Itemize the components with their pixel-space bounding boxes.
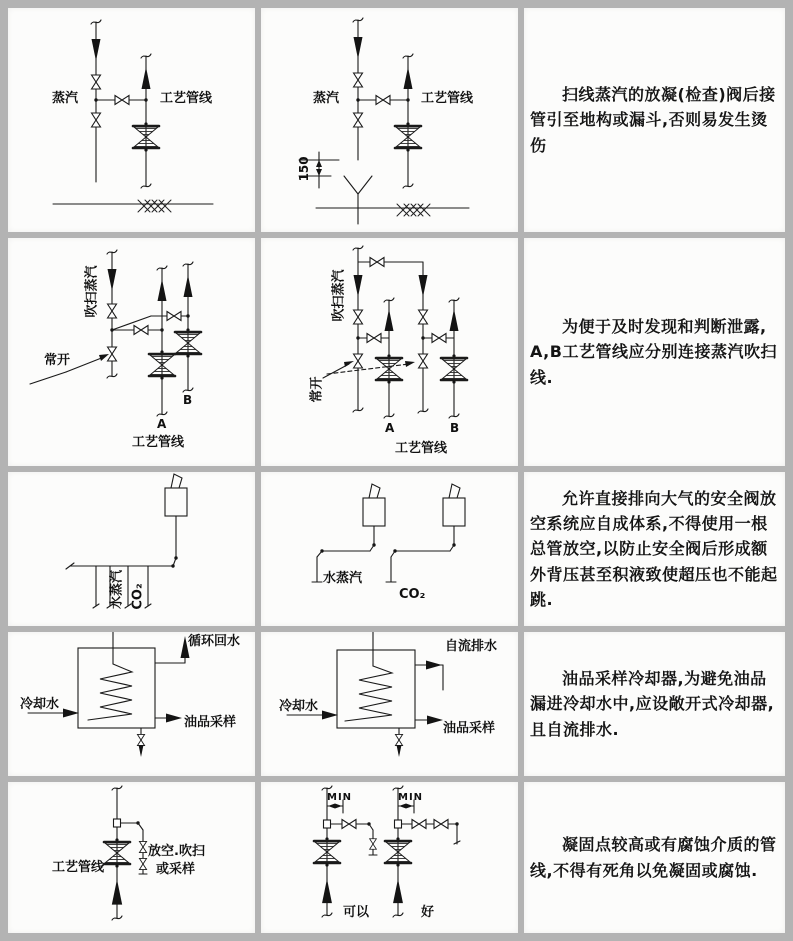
diagram-cell-r5c1 — [8, 782, 255, 933]
note-cell-1 — [524, 8, 785, 232]
diagram-cell-r2c1 — [8, 238, 255, 466]
ab-lines-purge-drawing — [8, 238, 255, 466]
good-label: 好 — [421, 905, 435, 920]
steam-water-label: 水蒸汽 — [323, 571, 363, 586]
steam-purge-to-funnel-drawing — [261, 8, 518, 232]
co2-label: CO₂ — [130, 583, 146, 610]
note-text: 为便于及时发现和判断泄露,A,B工艺管线应分别连接蒸汽吹扫线. — [530, 317, 777, 387]
process-line-label: 工艺管线 — [160, 91, 213, 106]
process-line-label: 工艺管线 — [421, 91, 474, 106]
return-water-label: 循环回水 — [188, 634, 241, 649]
diagram-cell-r5c2 — [261, 782, 518, 933]
normally-open-label: 常开 — [309, 376, 325, 403]
co2-label: CO₂ — [399, 587, 426, 602]
oil-sample-label: 油品采样 — [184, 715, 237, 730]
note-cell-2 — [524, 238, 785, 466]
note-text: 扫线蒸汽的放凝(检查)阀后接管引至地构或漏斗,否则易发生烫伤 — [530, 85, 776, 155]
purge-steam-label: 吹扫蒸汽 — [84, 265, 100, 318]
line-a-label: A — [157, 417, 167, 431]
vent-purge-label: 放空.吹扫 — [148, 844, 205, 859]
note-text: 凝固点较高或有腐蚀介质的管线,不得有死角以免凝固或腐蚀. — [530, 835, 777, 880]
or-sample-label: 或采样 — [156, 862, 196, 877]
normally-open-label: 常开 — [44, 353, 71, 368]
diagram-cell-r1c2 — [261, 8, 518, 232]
diagram-cell-r3c2 — [261, 472, 518, 626]
steam-label: 蒸汽 — [52, 91, 79, 106]
oil-sample-label: 油品采样 — [443, 721, 496, 736]
line-a-label: A — [385, 421, 395, 435]
separate-vent-stacks-drawing — [261, 472, 518, 626]
steam-purge-to-ground-drawing — [8, 8, 255, 232]
diagram-cell-r4c2 — [261, 632, 518, 776]
gravity-drain-label: 自流排水 — [445, 639, 498, 654]
note-text: 允许直接排向大气的安全阀放空系统应自成体系,不得使用一根总管放空,以防止安全阀后形成额外背压甚至积液致使超压也不能起跳. — [530, 488, 778, 609]
diagram-cell-r1c1 — [8, 8, 255, 232]
diagram-cell-r2c2 — [261, 238, 518, 466]
steam-water-label: 水蒸汽 — [109, 569, 125, 609]
process-line-label: 工艺管线 — [131, 435, 184, 450]
cooling-water-label: 冷却水 — [20, 697, 60, 712]
steam-label: 蒸汽 — [313, 91, 340, 106]
dimension-150-label: 150 — [297, 156, 312, 182]
min-dimension-label: MIN — [327, 792, 353, 803]
acceptable-label: 可以 — [343, 905, 370, 920]
cooling-water-label: 冷却水 — [279, 699, 319, 714]
process-line-label: 工艺管线 — [394, 441, 447, 456]
no-dead-leg-variants-drawing — [261, 782, 518, 933]
min-dimension-label: MIN — [398, 792, 424, 803]
note-cell-4 — [524, 632, 785, 776]
note-cell-5 — [524, 782, 785, 933]
diagram-cell-r3c1 — [8, 472, 255, 626]
note-text: 油品采样冷却器,为避免油品漏进冷却水中,应设敞开式冷却器,且自流排水. — [530, 669, 775, 739]
no-dead-leg-single-drawing — [8, 782, 255, 933]
purge-steam-label: 吹扫蒸汽 — [331, 269, 347, 322]
note-cell-3 — [524, 472, 785, 626]
line-b-label: B — [183, 393, 193, 407]
process-line-label: 工艺管线 — [52, 860, 105, 875]
diagram-cell-r4c1 — [8, 632, 255, 776]
line-b-label: B — [450, 421, 460, 435]
